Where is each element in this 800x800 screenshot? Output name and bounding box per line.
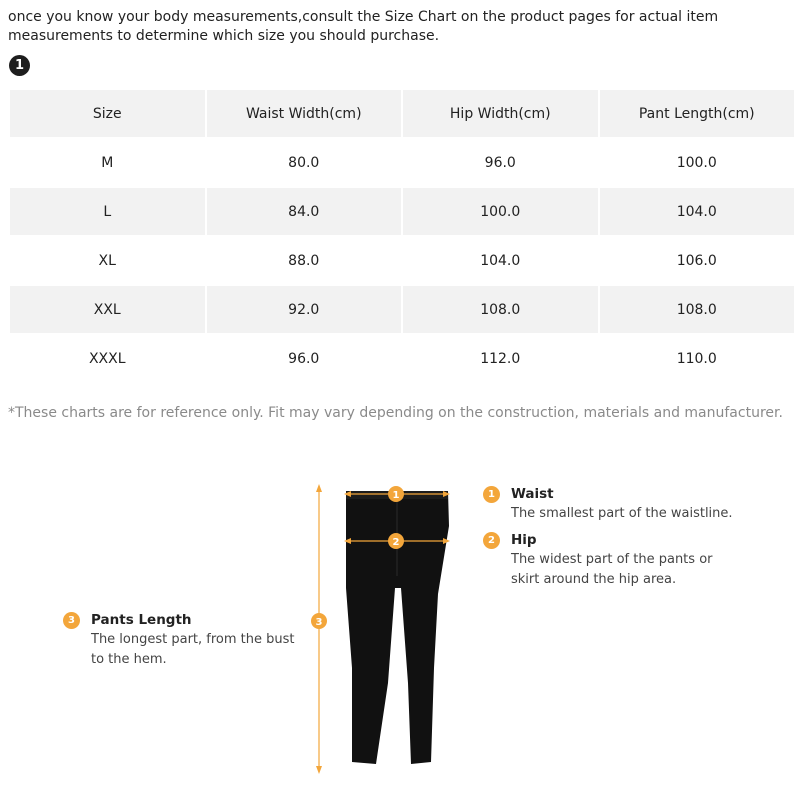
length-arrow-bottom-icon [316,766,322,774]
table-row [10,286,794,333]
legend-waist [488,484,781,524]
legend-waist-desc: The smallest part of the waistline. [511,506,733,521]
size-chart-table [8,88,796,384]
cell-waist: 96.0 [288,350,320,367]
table-row [10,237,794,284]
cell-length: 108.0 [600,286,795,333]
legend-waist-title: Waist [511,486,554,502]
legend-hip-number: 2 [483,532,500,549]
cell-length: 106.0 [676,252,717,269]
intro-text: once you know your body measurements,consult the Size Chart on the product pages for actual item measurements to determine which size you should purchase. [8,9,719,44]
cell-size: L [10,188,205,235]
cell-waist: 88.0 [288,252,320,269]
table-row [10,188,794,235]
header-size: Size [10,90,205,137]
cell-hip: 112.0 [480,350,521,367]
cell-size: XL [98,252,116,269]
disclaimer-note: *These charts are for reference only. Fit may vary depending on the construction, materials and manufacturer. [8,405,783,421]
cell-length: 100.0 [676,154,717,171]
waist-marker [388,486,404,502]
header-waist-width: Waist Width(cm) [207,90,402,137]
legend-length-number: 3 [63,612,80,629]
waist-marker-number: 1 [392,490,400,501]
cell-waist: 80.0 [288,154,320,171]
legend-length-title: Pants Length [91,612,192,628]
step-number-badge: 1 [9,55,30,76]
cell-size: XXL [10,286,205,333]
legend-hip-desc: The widest part of the pants or skirt around the hip area. [511,552,713,587]
cell-waist: 84.0 [207,188,402,235]
cell-size: M [101,154,114,171]
cell-hip: 108.0 [403,286,598,333]
length-marker-number: 3 [315,617,323,628]
legend-hip-title: Hip [511,532,537,548]
cell-length: 104.0 [600,188,795,235]
legend-pants-length [68,610,306,670]
length-marker [311,613,327,629]
cell-hip: 104.0 [480,252,521,269]
legend-waist-number: 1 [483,486,500,503]
header-pant-length: Pant Length(cm) [600,90,795,137]
legend-length-desc: The longest part, from the bust to the hem. [91,632,295,667]
table-header-row [10,90,794,137]
hip-marker [388,533,404,549]
cell-hip: 100.0 [403,188,598,235]
header-hip-width: Hip Width(cm) [403,90,598,137]
pants-measurement-figure [300,478,450,778]
table-row [10,335,794,382]
legend-hip [488,530,731,590]
hip-marker-number: 2 [392,537,400,548]
cell-length: 110.0 [676,350,717,367]
cell-hip: 96.0 [484,154,516,171]
cell-size: XXXL [88,350,126,367]
table-row [10,139,794,186]
length-arrow-top-icon [316,484,322,492]
cell-waist: 92.0 [207,286,402,333]
